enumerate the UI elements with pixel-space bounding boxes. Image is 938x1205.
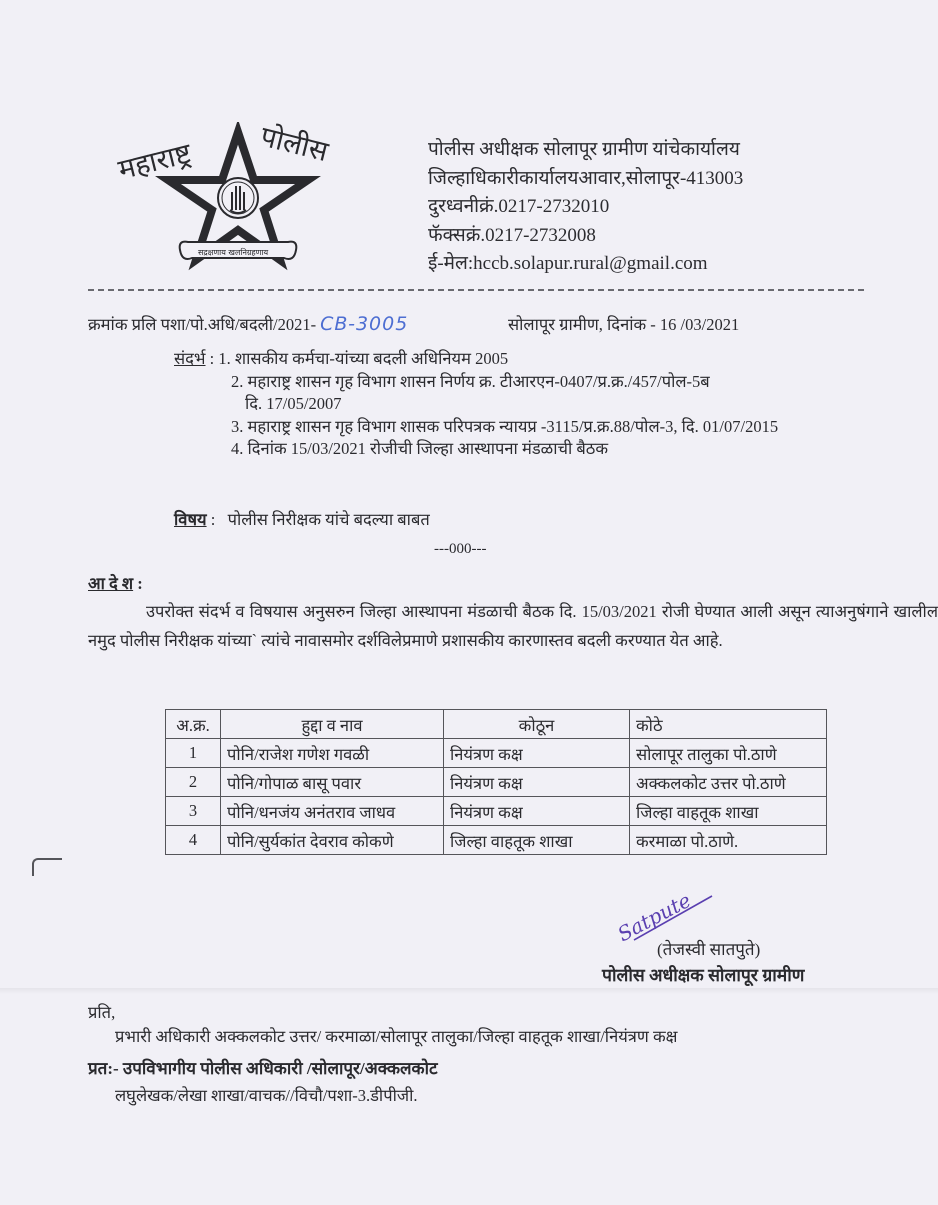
cell-from: नियंत्रण कक्ष [444,768,630,797]
cell-serial: 2 [166,768,221,797]
cell-to: अक्कलकोट उत्तर पो.ठाणे [630,768,827,797]
svg-text:पोलीस: पोलीस [257,122,332,169]
maharashtra-police-logo [108,122,348,272]
header-post-name: हुद्दा व नाव [221,710,444,739]
to-label: प्रति, [88,1003,116,1022]
signatory-title: पोलीस अधीक्षक सोलापूर ग्रामीण [602,965,805,985]
cell-serial: 3 [166,797,221,826]
office-email: ई-मेल:hccb.solapur.rural@gmail.com [428,253,708,274]
transfer-table [165,709,827,855]
cell-from: नियंत्रण कक्ष [444,739,630,768]
copy-to-recipients: लघुलेखक/लेखा शाखा/वाचक//विचौ/पशा-3.डीपीजी. [115,1086,418,1105]
table-row [166,768,827,797]
order-heading: आ दे श : [88,574,143,593]
cell-to: जिल्हा वाहतूक शाखा [630,797,827,826]
scan-fold-shadow [0,988,938,994]
subject-label: विषय [174,510,207,529]
reference-item-continuation: दि. 17/05/2007 [245,394,342,413]
signatory-name: (तेजस्वी सातपुते) [657,940,761,959]
reference-item: 1. शासकीय कर्मचा-यांच्या बदली अधिनियम 2005 [218,349,509,368]
cell-from: नियंत्रण कक्ष [444,797,630,826]
subject-text: पोलीस निरीक्षक यांचे बदल्या बाबत [227,510,430,529]
order-paragraph: उपरोक्त संदर्भ व विषयास अनुसरुन जिल्हा आस्थापना मंडळाची बैठक दि. 15/03/2021 रोजी घेण्यात आली असून त्याअनुषंगाने खालील नमुद पोलीस निरीक्षक यांच्या` त्यांचे नावासमोर दर्शविलेप्रमाणे प्रशासकीय कारणास्तव बदली करण्यात येत आहे. [88,602,938,650]
header-serial: अ.क्र. [166,710,221,739]
reference-number [88,312,408,335]
scan-mark [32,858,62,876]
order-body [88,597,938,655]
reference-item: 3. महाराष्ट्र शासन गृह विभाग शासक परिपत्रक न्यायप्र -3115/प्र.क्र.88/पोल-3, दि. 01/07/2015 [231,416,779,436]
reference-item: 4. दिनांक 15/03/2021 रोजीची जिल्हा आस्थापना मंडळाची बैठक [231,439,609,458]
cell-serial: 1 [166,739,221,768]
references-label: संदर्भ [174,349,206,368]
cell-name: पोनि/सुर्यकांत देवराव कोकणे [221,826,444,855]
svg-text:सद्रक्षणाय खलनिग्रहणाय: सद्रक्षणाय खलनिग्रहणाय [198,248,269,257]
copy-to: प्रत:- उपविभागीय पोलीस अधिकारी /सोलापूर/अक्कलकोट [88,1059,438,1078]
table-row [166,739,827,768]
subject-line: विषय : पोलीस निरीक्षक यांचे बदल्या बाबत [174,510,430,529]
cell-to: सोलापूर तालुका पो.ठाणे [630,739,827,768]
references-block: संदर्भ : 1. शासकीय कर्मचा-यांच्या बदली अधिनियम 2005 2. महाराष्ट्र शासन गृह विभाग शासन निर्णय क्र. टीआरएन-0407/प्र.क्र./457/पोल-5ब दि. 17/05/2007 3. महाराष्ट्र शासन गृह विभाग शासक परिपत्रक न्यायप्र -3115/प्र.क्र.88/पोल-3, दि. 01/07/2015 4. दिनांक 15/03/2021 रोजीची जिल्हा आस्थापना मंडळाची बैठक [174,348,778,461]
svg-text:Satpute: Satpute [613,888,695,943]
reference-item: 2. महाराष्ट्र शासन गृह विभाग शासन निर्णय क्र. टीआरएन-0407/प्र.क्र./457/पोल-5ब [231,371,710,391]
order-heading-text: आ दे श [88,574,134,593]
office-fax: फॅक्सक्रं.0217-2732008 [428,224,596,246]
place-date: सोलापूर ग्रामीण, दिनांक - 16 /03/2021 [508,315,740,334]
cell-name: पोनि/धनजंय अनंतराव जाधव [221,797,444,826]
police-star-emblem-icon [108,122,348,272]
office-address-block [428,136,743,279]
cell-name: पोनि/राजेश गणेश गवळी [221,739,444,768]
table-row [166,826,827,855]
header-separator [88,289,864,291]
handwritten-signature [600,888,730,943]
cell-to: करमाळा पो.ठाणे. [630,826,827,855]
header-to: कोठे [630,710,827,739]
section-divider: ---000--- [434,541,487,557]
table-row [166,797,827,826]
cell-serial: 4 [166,826,221,855]
reference-prefix: क्रमांक प्रलि पशा/पो.अधि/बदली/2021- [88,315,317,334]
header-from: कोठून [444,710,630,739]
office-name: पोलीस अधीक्षक सोलापूर ग्रामीण यांचेकार्यालय [428,139,740,160]
svg-text:महाराष्ट्र: महाराष्ट्र [114,136,195,187]
cell-from: जिल्हा वाहतूक शाखा [444,826,630,855]
office-phone: दुरध्वनीक्रं.0217-2732010 [428,196,610,217]
handwritten-reference-number: CB-3005 [320,313,409,335]
signature-icon [600,888,730,943]
table-header-row [166,710,827,739]
office-address: जिल्हाधिकारीकार्यालयआवार,सोलापूर-413003 [428,167,744,189]
cell-name: पोनि/गोपाळ बासू पवार [221,768,444,797]
to-recipients: प्रभारी अधिकारी अक्कलकोट उत्तर/ करमाळा/सोलापूर तालुका/जिल्हा वाहतूक शाखा/नियंत्रण कक्ष [115,1027,678,1046]
